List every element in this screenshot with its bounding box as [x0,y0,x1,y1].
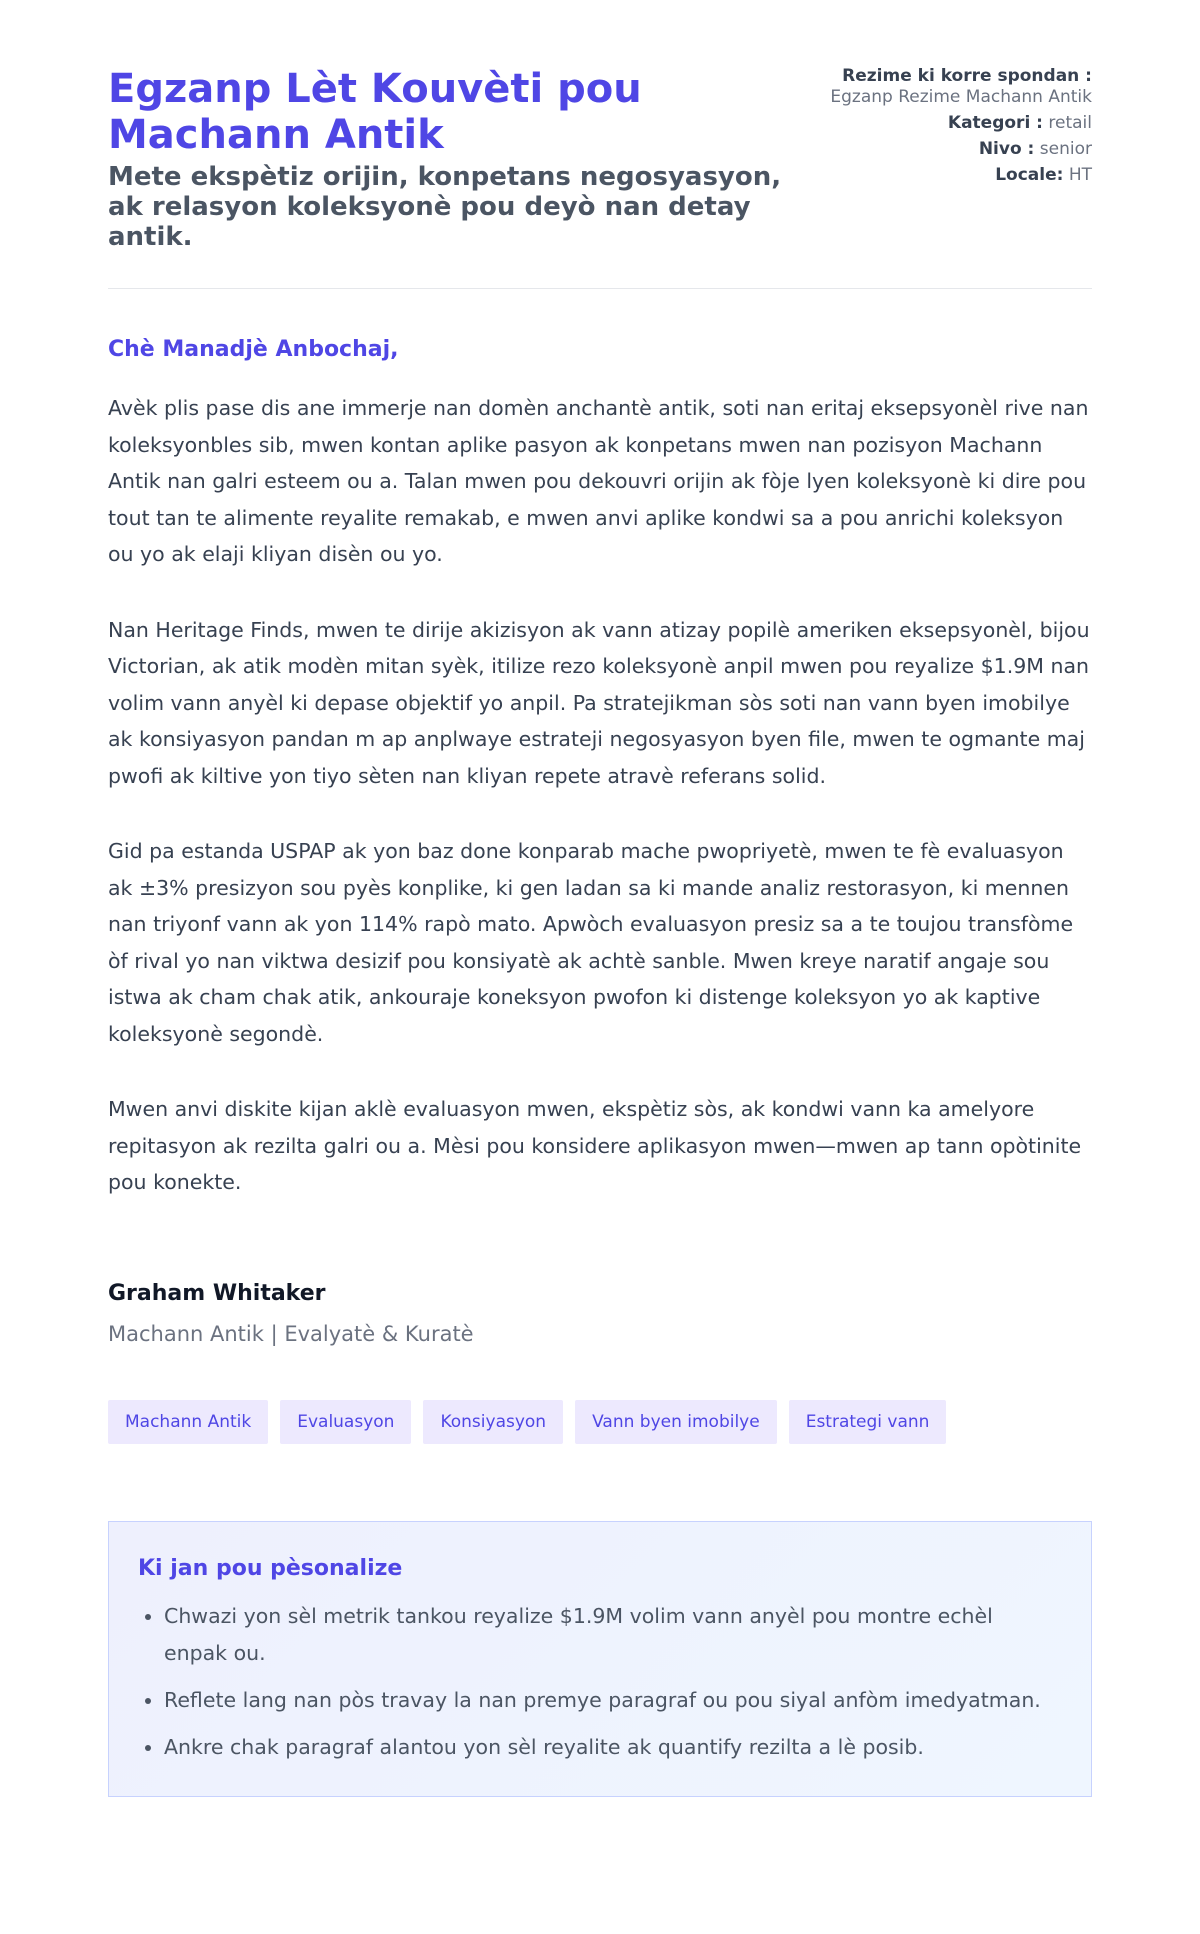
header-divider [108,288,1092,289]
signature-name: Graham Whitaker [108,1280,326,1306]
letter-paragraph: Gid pa estanda USPAP ak yon baz done konparab mache pwopriyetè, mwen te fè evaluasyon ak ±3% presizyon sou pyès konplike, ki gen ladan sa ki mande analiz restorasyon, ki mennen nan triyonf vann ak yon 114% rapò mato. Apwòch evaluasyon presiz sa a te toujou transfòme òf rival yo nan viktwa desizif pou konsiyatè ak achtè sanble. Mwen kreye naratif angaje sou istwa ak cham chak atik, ankouraje koneksyon pwofon ki distenge koleksyon yo ak kaptive koleksyonè segondè. [108,839,1074,1046]
letter-paragraph: Nan Heritage Finds, mwen te dirije akizisyon ak vann atizay popilè ameriken eksepsyonèl, bijou Victorian, ak atik modèn mitan syèk, itilize rezo koleksyonè anpil mwen pou reyalize $1.9M nan volim vann anyèl ki depase objektif yo anpil. Pa stratejikman sòs soti nan vann byen imobilye ak konsiyasyon pandan m ap anplwaye estrateji negosyasyon byen file, mwen te ogmante maj pwofi ak kiltive yon tiyo sèten nan kliyan repete atravè referans solid. [108,617,1090,788]
tag-chip[interactable]: Konsiyasyon [423,1400,563,1444]
meta-level-value: senior [1039,139,1092,159]
tip-item: • Ankre chak paragraf alantou yon sèl reyalite ak quantify rezilta a lè posib. [164,1729,1062,1766]
tip-item: • Chwazi yon sèl metrik tankou reyalize $1.9M volim vann anyèl pou montre echèl enpak ou. [164,1598,1062,1672]
meta-summary-label: Rezime ki korre spondan : [842,66,1092,86]
page-header [108,66,1092,252]
meta-locale-value: HT [1068,165,1092,185]
tag-chip[interactable]: Estrategi vann [789,1400,947,1444]
meta-category-value: retail [1048,113,1092,133]
meta-panel [822,66,1092,191]
tag-list [108,1400,1092,1444]
tip-item: • Reflete lang nan pòs travay la nan premye paragraf ou pou siyal anfòm imedyatman. [164,1682,1062,1719]
meta-summary-value: Egzanp Rezime Machann Antik [830,87,1092,107]
meta-locale-label: Locale: [995,165,1064,185]
tag-chip[interactable]: Machann Antik [108,1400,268,1444]
meta-category-label: Kategori : [947,113,1043,133]
meta-category [822,113,1092,134]
page-subtitle: Mete ekspètiz orijin, konpetans negosyasyon, ak relasyon koleksyonè pou deyò nan detay antik. [108,162,782,252]
letter-paragraph: Avèk plis pase dis ane immerje nan domèn anchantè antik, soti nan eritaj eksepsyonèl rive nan koleksyonbles sib, mwen kontan aplike pasyon ak konpetans mwen nan pozisyon Machann Antik nan galri esteem ou a. Talan mwen pou dekouvri orijin ak fòje lyen koleksyonè ki dire pou tout tan te alimente reyalite remakab, e mwen anvi aplike kondwi sa a pou anrichi koleksyon ou yo ak elaji kliyan disèn ou yo. [108,396,1089,566]
tips-title: Ki jan pou pèsonalize [138,1555,403,1581]
header-titles [108,66,808,252]
meta-summary [822,66,1092,108]
signature-title: Machann Antik | Evalyatè & Kuratè [108,1321,474,1346]
meta-level-label: Nivo : [978,139,1035,159]
salutation: Chè Manadjè Anbochaj, [108,337,399,362]
meta-locale [822,165,1092,186]
tag-chip[interactable]: Vann byen imobilye [575,1400,777,1444]
page-title: Egzanp Lèt Kouvèti pou Machann Antik [108,66,642,158]
tips-list [138,1598,1062,1766]
tag-chip[interactable]: Evaluasyon [280,1400,411,1444]
letter-paragraph: Mwen anvi diskite kijan aklè evaluasyon mwen, ekspètiz sòs, ak kondwi vann ka amelyore repitasyon ak rezilta galri ou a. Mèsi pou konsidere aplikasyon mwen—mwen ap tann opòtinite pou konekte. [108,1097,1082,1194]
customize-tips-box [108,1521,1092,1797]
meta-level [822,139,1092,160]
